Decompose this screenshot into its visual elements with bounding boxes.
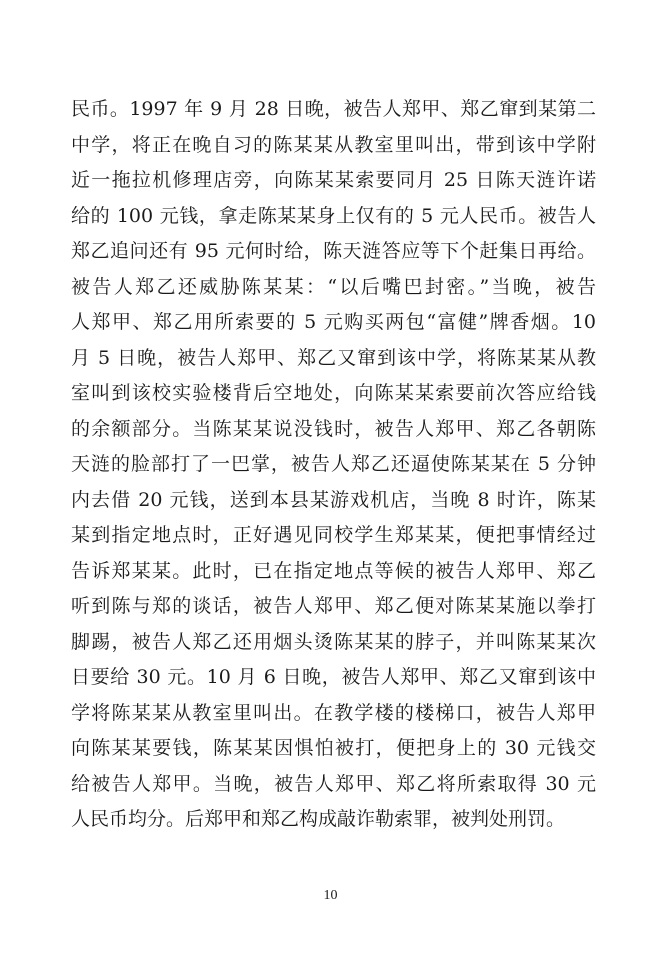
text-line: 月 5 日晚，被告人郑甲、郑乙又窜到该中学，将陈某某从教 [71, 346, 596, 369]
body-paragraph [71, 92, 596, 838]
text-line: 日要给 30 元。10 月 6 日晚，被告人郑甲、郑乙又窜到该中 [71, 666, 596, 688]
text-line: 人郑甲、郑乙用所索要的 5 元购买两包“富健”牌香烟。10 [71, 311, 596, 333]
text-line: 给被告人郑甲。当晚，被告人郑甲、郑乙将所索取得 30 元 [71, 772, 596, 795]
text-line: 天涟的脸部打了一巴掌，被告人郑乙还逼使陈某某在 5 分钟 [71, 453, 596, 475]
text-line: 民币。1997 年 9 月 28 日晚，被告人郑甲、郑乙窜到某第二 [71, 98, 596, 120]
text-line: 告诉郑某某。此时，已在指定地点等候的被告人郑甲、郑乙 [71, 559, 596, 582]
text-line: 郑乙追问还有 95 元何时给，陈天涟答应等下个赶集日再给。 [71, 240, 596, 262]
text-line: 某到指定地点时，正好遇见同校学生郑某某，便把事情经过 [71, 524, 596, 546]
page-number: 10 [323, 888, 338, 903]
text-line: 中学，将正在晚自习的陈某某从教室里叫出，带到该中学附 [71, 133, 596, 156]
text-line: 学将陈某某从教室里叫出。在教学楼的楼梯口，被告人郑甲 [71, 701, 596, 724]
text-line: 被告人郑乙还威胁陈某某：“以后嘴巴封密。”当晚，被告 [71, 275, 596, 298]
text-line: 近一拖拉机修理店旁，向陈某某索要同月 25 日陈天涟许诺 [71, 169, 596, 191]
text-line: 脚踢，被告人郑乙还用烟头烫陈某某的脖子，并叫陈某某次 [71, 630, 596, 653]
text-line: 的余额部分。当陈某某说没钱时，被告人郑甲、郑乙各朝陈 [71, 417, 596, 440]
text-line: 人民币均分。后郑甲和郑乙构成敲诈勒索罪，被判处刑罚。 [71, 808, 566, 830]
text-line: 向陈某某要钱，陈某某因惧怕被打，便把身上的 30 元钱交 [71, 737, 596, 759]
text-line: 听到陈与郑的谈话，被告人郑甲、郑乙便对陈某某施以拳打 [71, 595, 596, 617]
text-line: 室叫到该校实验楼背后空地处，向陈某某索要前次答应给钱 [71, 382, 596, 404]
text-line: 内去借 20 元钱，送到本县某游戏机店，当晚 8 时许，陈某 [71, 488, 596, 511]
text-line: 给的 100 元钱，拿走陈某某身上仅有的 5 元人民币。被告人 [71, 204, 596, 227]
